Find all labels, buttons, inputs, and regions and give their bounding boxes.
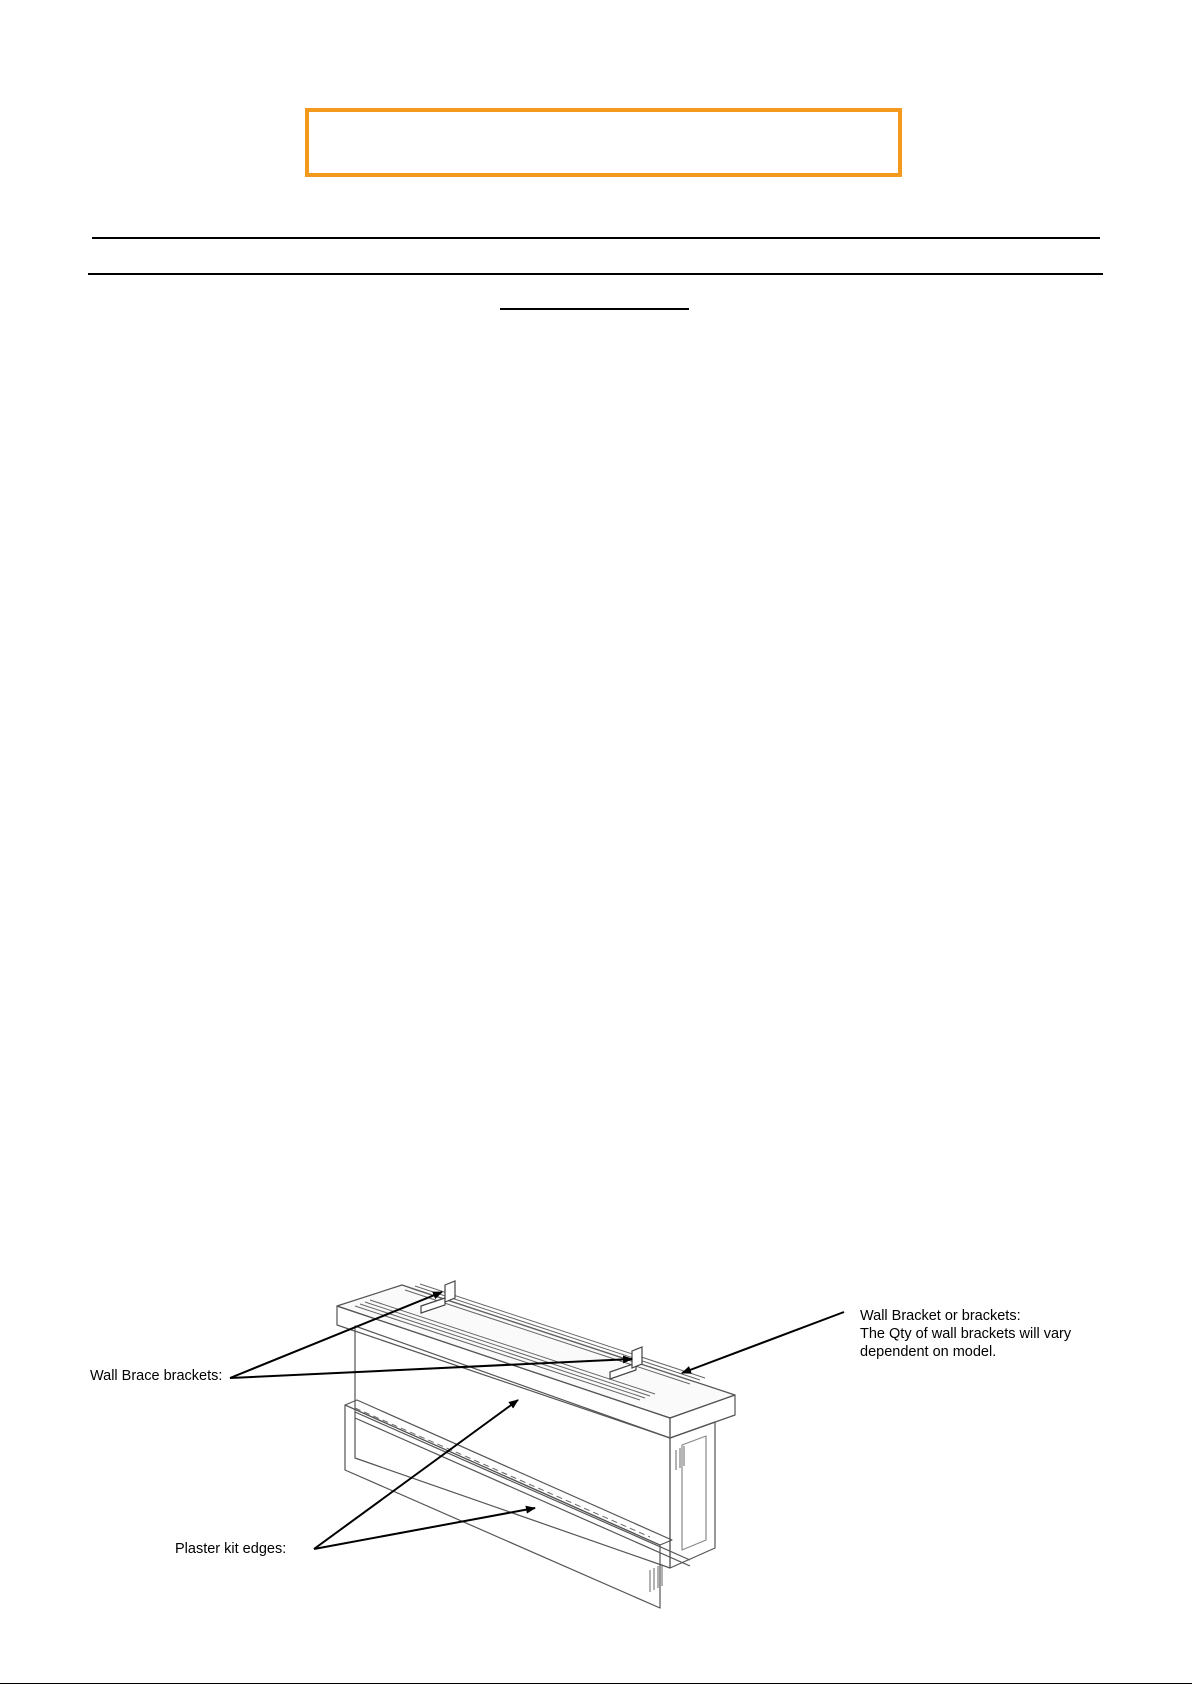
wall-bracket-label-line-3: dependent on model. bbox=[860, 1344, 997, 1360]
wall-brace-brackets-label: Wall Brace brackets: bbox=[90, 1368, 223, 1384]
plaster-kit-edges-label: Plaster kit edges: bbox=[175, 1541, 287, 1557]
highlight-box bbox=[305, 108, 902, 177]
heading-underline bbox=[500, 308, 689, 310]
plinth-vents bbox=[355, 1408, 684, 1592]
horizontal-rule-bottom bbox=[88, 273, 1103, 275]
page-bottom-edge bbox=[0, 1683, 1192, 1684]
horizontal-rule-top bbox=[92, 237, 1100, 239]
wall-bracket-label-line-1: Wall Bracket or brackets: bbox=[860, 1308, 1021, 1324]
fireplace-diagram bbox=[0, 1240, 1192, 1620]
wall-bracket-label-line-2: The Qty of wall brackets will vary bbox=[860, 1326, 1072, 1342]
